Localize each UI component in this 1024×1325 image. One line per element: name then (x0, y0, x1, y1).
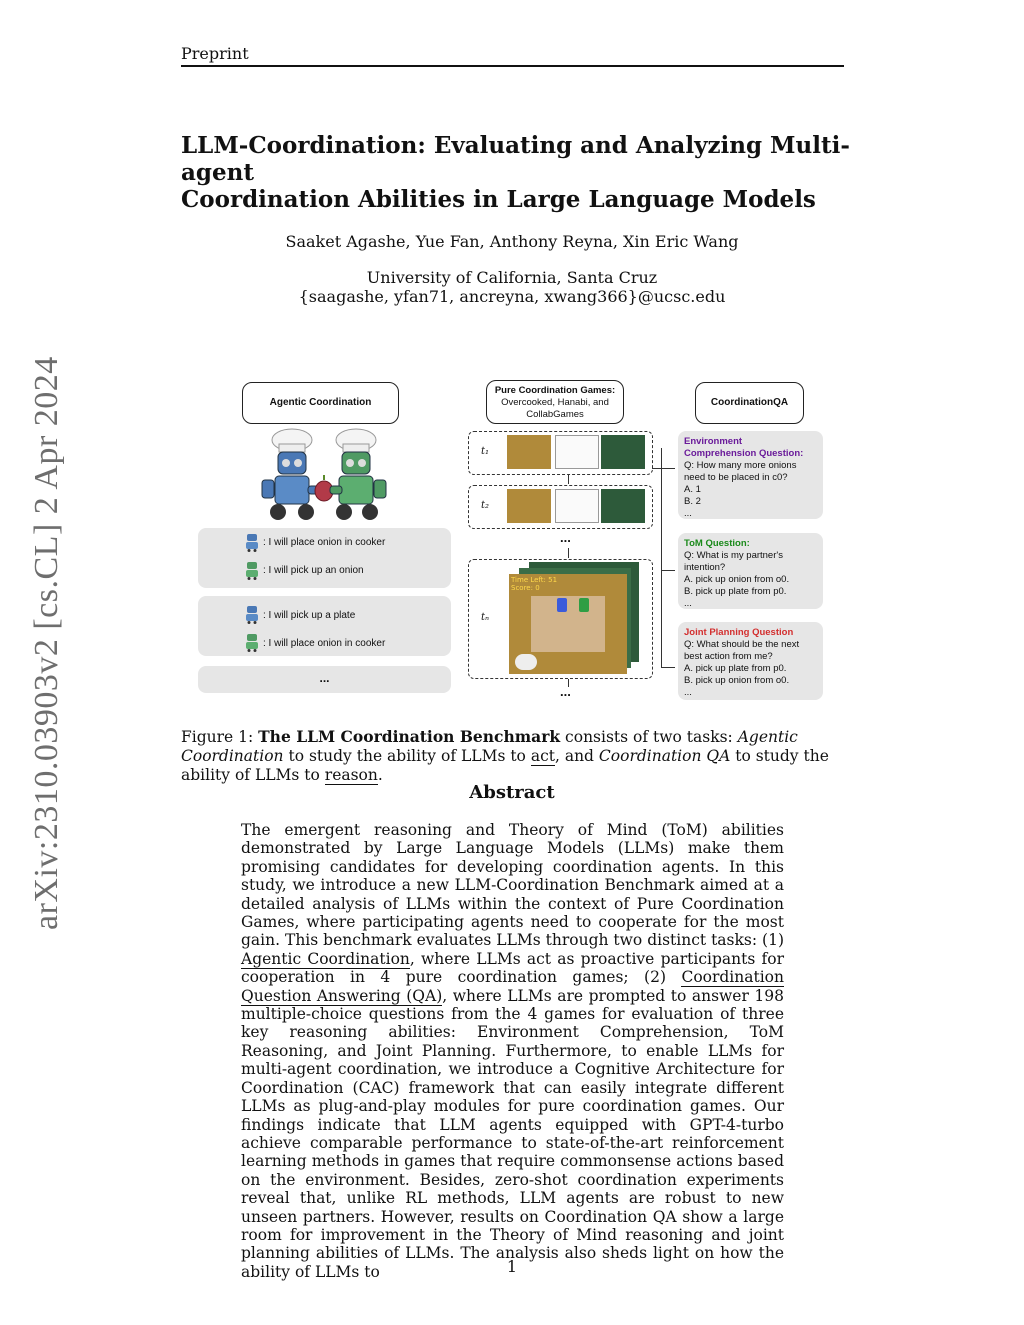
collab-thumbnail (555, 435, 599, 469)
green-robot-icon (330, 429, 386, 520)
green-robot-icon (245, 562, 259, 580)
abstract-heading: Abstract (469, 782, 555, 803)
emails: {saagashe, yfan71, ancreyna, xwang366}@ucsc.edu (298, 287, 726, 306)
abstract-underline: Coordination Question Answering (QA) (241, 968, 784, 1005)
qa-title: Joint Planning Question (684, 627, 794, 638)
abstract-text: The emergent reasoning and Theory of Mind (ToM) abilities demonstrated by Large Language Models (LLMs) make them promising candidates for developing coordination agents. In this study, we introduce a new LLM-Coordination Benchmark aimed at a detailed analysis of LLMs within the context of Pure Coordination Games, where participating agents need to cooperate for the most gain. This benchmark evaluates LLMs through two distinct tasks: (1) (241, 821, 784, 950)
qa-line: intention? (684, 562, 726, 573)
caption-text: consists of two tasks: (560, 728, 738, 746)
abstract-body (241, 821, 784, 1281)
pure-coordination-games-box (486, 380, 624, 424)
header-rule (181, 65, 844, 67)
authors: Saaket Agashe, Yue Fan, Anthony Reyna, Xin Eric Wang (285, 232, 739, 251)
qa-line: B. pick up onion from o0. (684, 675, 790, 686)
overcooked-frame (509, 574, 627, 674)
game-time: Time Left: 51 (511, 576, 558, 584)
chat-group-2 (198, 596, 451, 656)
green-chef-icon (579, 598, 589, 612)
title-line-1: LLM-Coordination: Evaluating and Analyzing Multi-agent (181, 132, 850, 186)
caption-text: to study the ability of LLMs to (181, 747, 829, 784)
timestep-ellipsis-bottom: ... (560, 684, 571, 699)
game-hud (511, 576, 557, 592)
qa-line: best action from me? (684, 651, 773, 662)
blue-chef-icon (557, 598, 567, 612)
arxiv-stamp: arXiv:2310.03903v2 [cs.CL] 2 Apr 2024 (28, 356, 65, 930)
hanabi-thumbnail (601, 489, 645, 523)
qa-line: ... (684, 687, 692, 698)
connector (661, 570, 675, 571)
connector (652, 468, 661, 469)
games-box-line: CollabGames (526, 409, 584, 420)
coordinationqa-box: CoordinationQA (695, 382, 804, 424)
games-box-line: Overcooked, Hanabi, and (501, 397, 609, 408)
qa-line: A. pick up plate from p0. (684, 663, 787, 674)
chat-line: : I will pick up a plate (263, 610, 356, 621)
qa-line: B. 2 (684, 496, 701, 507)
qa-line: Q: What is my partner's (684, 550, 783, 561)
blue-robot-icon (245, 606, 259, 624)
chef-robots-illustration (248, 428, 398, 523)
connector (661, 667, 675, 668)
timestep-label: t₂ (481, 500, 490, 511)
overcooked-thumbnail (507, 435, 551, 469)
collab-thumbnail (555, 489, 599, 523)
caption-underline: reason (324, 766, 378, 784)
blue-robot-icon (245, 534, 259, 552)
chat-line: : I will place onion in cooker (263, 638, 386, 649)
arrow-down (568, 548, 569, 558)
joint-planning-question (678, 622, 823, 700)
arrow-down (568, 475, 569, 484)
qa-line: A. pick up onion from o0. (684, 574, 790, 585)
figure-caption (181, 727, 844, 785)
paper-title (181, 132, 871, 213)
affiliation: University of California, Santa Cruz (366, 268, 658, 287)
overcooked-thumbnail (507, 489, 551, 523)
agentic-coordination-box: Agentic Coordination (242, 382, 399, 424)
green-robot-icon (245, 634, 259, 652)
game-score: Score: 0 (511, 584, 540, 592)
timestep-2-frame (468, 485, 653, 529)
timestep-label: t₁ (481, 446, 490, 457)
qa-title: Comprehension Question: (684, 448, 804, 459)
caption-italic: Agentic Coordination (181, 728, 798, 765)
qa-line: Q: How many more onions (684, 460, 797, 471)
timestep-label: tₙ (481, 612, 490, 623)
timestep-ellipsis: ... (560, 530, 571, 545)
hanabi-thumbnail (601, 435, 645, 469)
chat-line: : I will place onion in cooker (263, 537, 386, 548)
connector (661, 468, 675, 469)
affiliation-block (0, 268, 1024, 306)
kitchen-floor (531, 596, 605, 652)
tom-question (678, 533, 823, 609)
chat-more: ... (198, 666, 451, 693)
qa-line: ... (684, 598, 692, 609)
blue-robot-icon (262, 429, 324, 520)
connector-vertical (661, 448, 662, 668)
qa-line: Q: What should be the next (684, 639, 800, 650)
qa-line: A. 1 (684, 484, 701, 495)
figure-1 (190, 378, 840, 708)
caption-text: , and (554, 747, 599, 765)
games-box-title: Pure Coordination Games: (494, 385, 616, 396)
qa-title: ToM Question: (684, 538, 750, 549)
plates-icon (515, 654, 537, 670)
qa-line: ... (684, 508, 692, 519)
title-line-2: Coordination Abilities in Large Language Models (181, 186, 816, 213)
qa-line: need to be placed in c0? (684, 472, 788, 483)
chat-group-1 (198, 528, 451, 588)
page-number: 1 (506, 1257, 518, 1276)
caption-label: Figure 1: (181, 728, 259, 746)
timestep-1-frame (468, 431, 653, 475)
env-comprehension-question (678, 431, 823, 519)
caption-text: . (377, 766, 383, 784)
qa-line: B. pick up plate from p0. (684, 586, 787, 597)
abstract-text: , where LLMs are prompted to answer 198 multiple-choice questions from the 4 games for evaluation of three key reasoning abilities: Environment Comprehension, ToM Reasoning, and Joint Planning. Furthermore, to enable LLMs for multi-agent coordination, we introduce a Cognitive Architecture for Coordination (CAC) framework that can easily integrate different LLMs as plug-and-play modules for pure coordination games. Our findings indicate that LLM agents equipped with GPT-4-turbo achieve comparable performance to state-of-the-art reinforcement learning methods in games that require commonsense actions based on the environment. Besides, zero-shot coordination experiments reveal that, unlike RL methods, LLM agents are robust to new unseen partners. However, results on Coordination QA show a large room for improvement in the Theory of Mind reasoning and joint planning abilities of LLMs. The analysis also sheds light on how the ability of LLMs to (241, 986, 784, 1281)
caption-text: to study the ability of LLMs to (283, 747, 531, 765)
caption-underline: act (530, 747, 555, 765)
qa-title: Environment (684, 436, 743, 447)
timestep-n-frame (468, 559, 653, 679)
caption-italic: Coordination QA (598, 747, 731, 765)
running-header: Preprint (181, 44, 249, 63)
abstract-text: , where LLMs act as proactive participants for cooperation in 4 pure coordination games; (2) (241, 949, 784, 987)
chat-line: : I will pick up an onion (263, 565, 364, 576)
caption-bold: The LLM Coordination Benchmark (258, 727, 561, 746)
abstract-underline: Agentic Coordination (241, 949, 410, 968)
